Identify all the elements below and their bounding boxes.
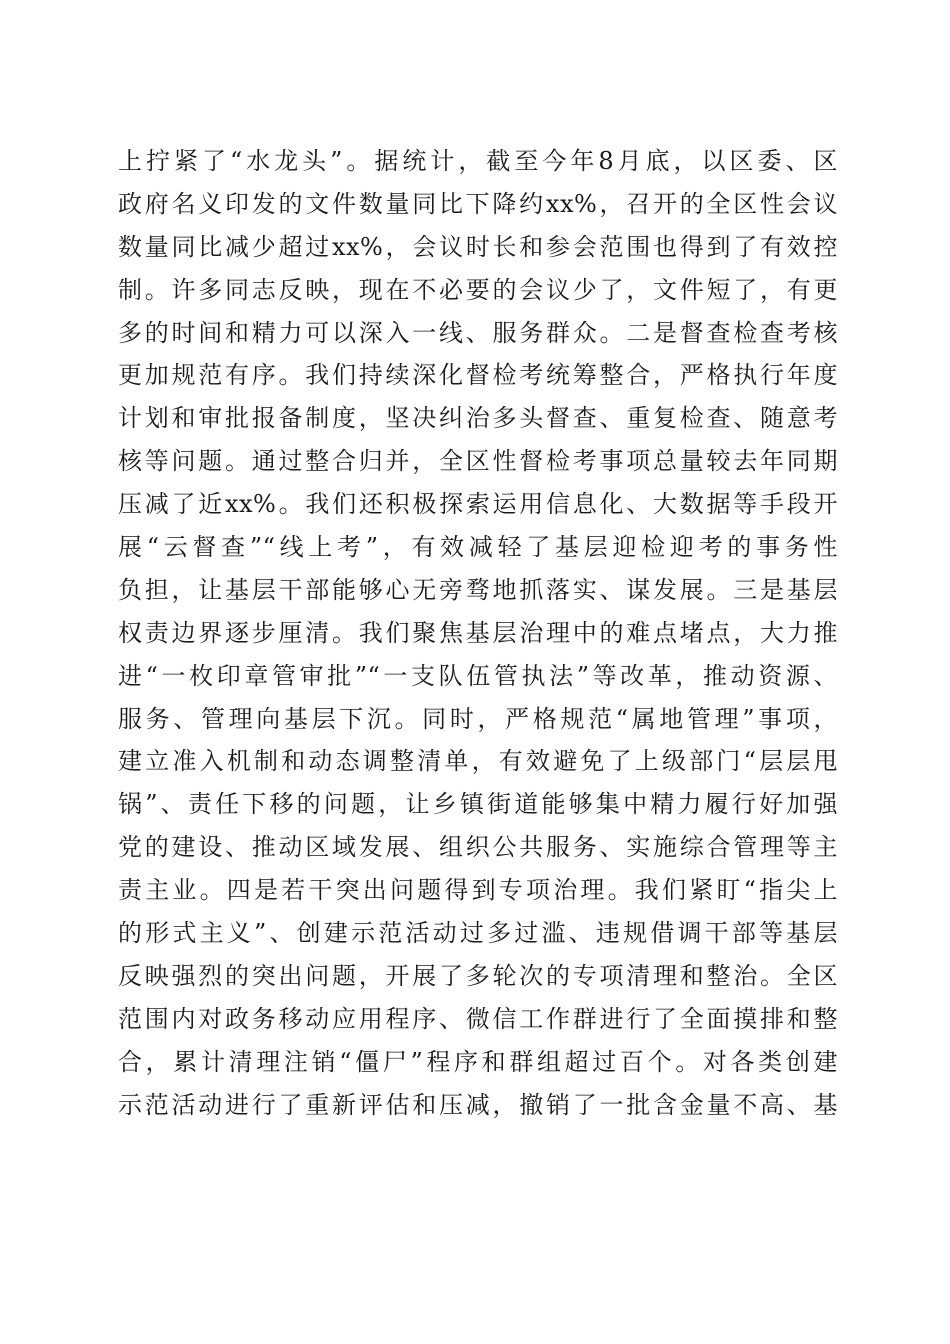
text-line-23: 示范活动进行了重新评估和压减，撤销了一批含金量不高、基: [118, 1090, 838, 1119]
text-line-8: 核等问题。通过整合归并，全区性督检考事项总量较去年同期: [118, 447, 838, 476]
text-line-7: 计划和审批报备制度，坚决纠治多头督查、重复检查、随意考: [118, 404, 838, 433]
text-line-16: 锅”、责任下移的问题，让乡镇街道能够集中精力履行好加强: [118, 790, 838, 819]
text-line-18: 责主业。四是若干突出问题得到专项治理。我们紧盯“指尖上: [118, 876, 838, 905]
text-line-1: 上拧紧了“水龙头”。据统计，截至今年8月底，以区委、区: [118, 147, 838, 175]
text-line-11: 负担，让基层干部能够心无旁骛地抓落实、谋发展。三是基层: [118, 575, 838, 604]
body-text: [118, 140, 838, 1126]
text-line-19: 的形式主义”、创建示范活动过多过滥、违规借调干部等基层: [118, 919, 838, 948]
text-line-2: 政府名义印发的文件数量同比下降约xx%，召开的全区性会议: [118, 189, 838, 218]
text-line-6: 更加规范有序。我们持续深化督检考统筹整合，严格执行年度: [118, 361, 838, 390]
text-line-3: 数量同比减少超过xx%，会议时长和参会范围也得到了有效控: [118, 232, 838, 261]
text-line-17: 党的建设、推动区域发展、组织公共服务、实施综合管理等主: [118, 833, 838, 862]
text-line-21: 范围内对政务移动应用程序、微信工作群进行了全面摸排和整: [118, 1004, 838, 1033]
text-line-15: 建立准入机制和动态调整清单，有效避免了上级部门“层层甩: [118, 747, 838, 776]
text-line-10: 展“云督查”“线上考”，有效减轻了基层迎检迎考的事务性: [118, 533, 838, 562]
text-line-20: 反映强烈的突出问题，开展了多轮次的专项清理和整治。全区: [118, 961, 838, 990]
text-line-14: 服务、管理向基层下沉。同时，严格规范“属地管理”事项，: [118, 704, 838, 733]
text-line-22: 合，累计清理注销“僵尸”程序和群组超过百个。对各类创建: [118, 1047, 838, 1076]
text-line-4: 制。许多同志反映，现在不必要的会议少了，文件短了，有更: [118, 275, 838, 304]
text-line-5: 多的时间和精力可以深入一线、服务群众。二是督查检查考核: [118, 318, 838, 347]
text-line-12: 权责边界逐步厘清。我们聚焦基层治理中的难点堵点，大力推: [118, 618, 838, 647]
text-line-13: 进“一枚印章管审批”“一支队伍管执法”等改革，推动资源、: [118, 661, 838, 690]
text-line-9: 压减了近xx%。我们还积极探索运用信息化、大数据等手段开: [118, 490, 838, 519]
